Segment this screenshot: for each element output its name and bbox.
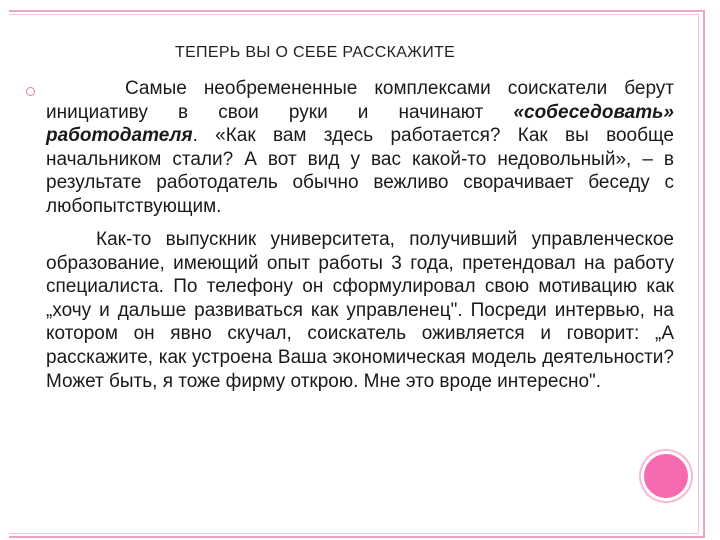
paragraph-1-emphasis: «собеседовать» работодателя [46, 101, 674, 147]
paragraph-2 [46, 228, 674, 393]
paragraph-1-text-b: . «Как вам здесь работается? Как вы вообще начальником стали? А вот вид у вас какой-то недовольный», – в результате работодатель обычно вежливо сворачивает беседу с любопытствующим. [46, 125, 674, 217]
bullet-icon [26, 87, 35, 96]
decorative-circle-icon [641, 451, 691, 501]
paragraph-1 [46, 77, 674, 219]
paragraph-1-text-a: Самые необремененные комплексами соискатели берут инициативу в свои руки и начинают [46, 78, 674, 123]
slide-title: ТЕПЕРЬ ВЫ О СЕБЕ РАССКАЖИТЕ [175, 44, 456, 61]
paragraph-2-text: Как-то выпускник университета, получивший управленческое образование, имеющий опыт работы 3 года, претендовал на работу специалиста. По телефону он сформулировал свою мотивацию как „хочу и дальше развиваться как управленец". Посреди интервью, на котором он явно скучал, соискатель оживляется и говорит: „А расскажите, как устроена Ваша экономическая модель деятельности? Может быть, я тоже фирму открою. Мне это вроде интересно". [46, 229, 674, 392]
